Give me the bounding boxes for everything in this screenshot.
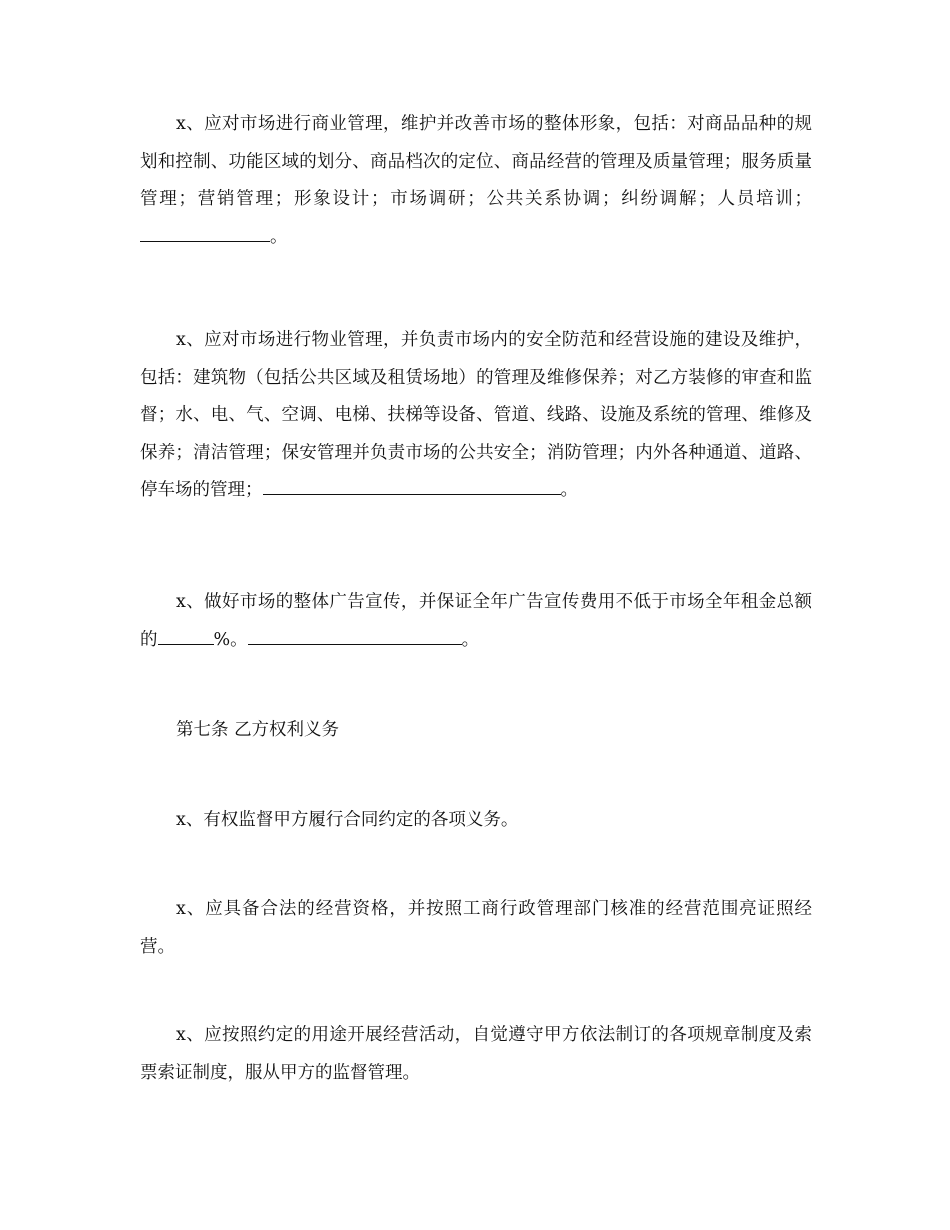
clause-advertising — [140, 584, 812, 659]
obligation-usage — [140, 1017, 812, 1092]
clause-commercial-management — [140, 106, 812, 256]
fill-in-blank — [263, 493, 561, 495]
clause-text: x、应对市场进行商业管理，维护并改善市场的整体形象，包括：对商品品种的规划和控制、功能区域的划分、商品档次的定位、商品经营的管理及质量管理；服务质量管理；营销管理；形象设计；市场调研；公共关系协调；纠纷调解；人员培训； — [140, 114, 812, 210]
obligation-supervise — [140, 802, 812, 840]
obligation-text: x、应具备合法的经营资格，并按照工商行政管理部门核准的经营范围亮证照经营。 — [140, 899, 812, 957]
clause-end: 。 — [461, 629, 480, 650]
clause-property-management — [140, 322, 812, 510]
percent-sign: %。 — [213, 629, 248, 650]
clause-text: x、应对市场进行物业管理，并负责市场内的安全防范和经营设施的建设及维护，包括：建筑物（包括公共区域及租赁场地）的管理及维修保养；对乙方装修的审查和监督；水、电、气、空调、电梯、扶梯等设备、管道、线路、设施及系统的管理、维修及保养；清洁管理；保安管理并负责市场的公共安全；消防管理；内外各种通道、道路、停车场的管理； — [140, 330, 812, 501]
clause-end: 。 — [270, 226, 288, 247]
clause-end: 。 — [560, 480, 578, 501]
section-heading: 第七条 乙方权利义务 — [176, 720, 340, 740]
obligation-qualification — [140, 891, 812, 966]
obligation-text: x、有权监督甲方履行合同约定的各项义务。 — [176, 810, 519, 830]
fill-in-blank — [140, 240, 270, 242]
clause-text: x、做好市场的整体广告宣传，并保证全年广告宣传费用不低于市场全年租金总额的 — [140, 592, 812, 650]
obligation-text: x、应按照约定的用途开展经营活动，自觉遵守甲方依法制订的各项规章制度及索票索证制度，服从甲方的监督管理。 — [140, 1025, 812, 1083]
percent-blank — [158, 643, 214, 645]
fill-in-blank — [248, 643, 462, 645]
